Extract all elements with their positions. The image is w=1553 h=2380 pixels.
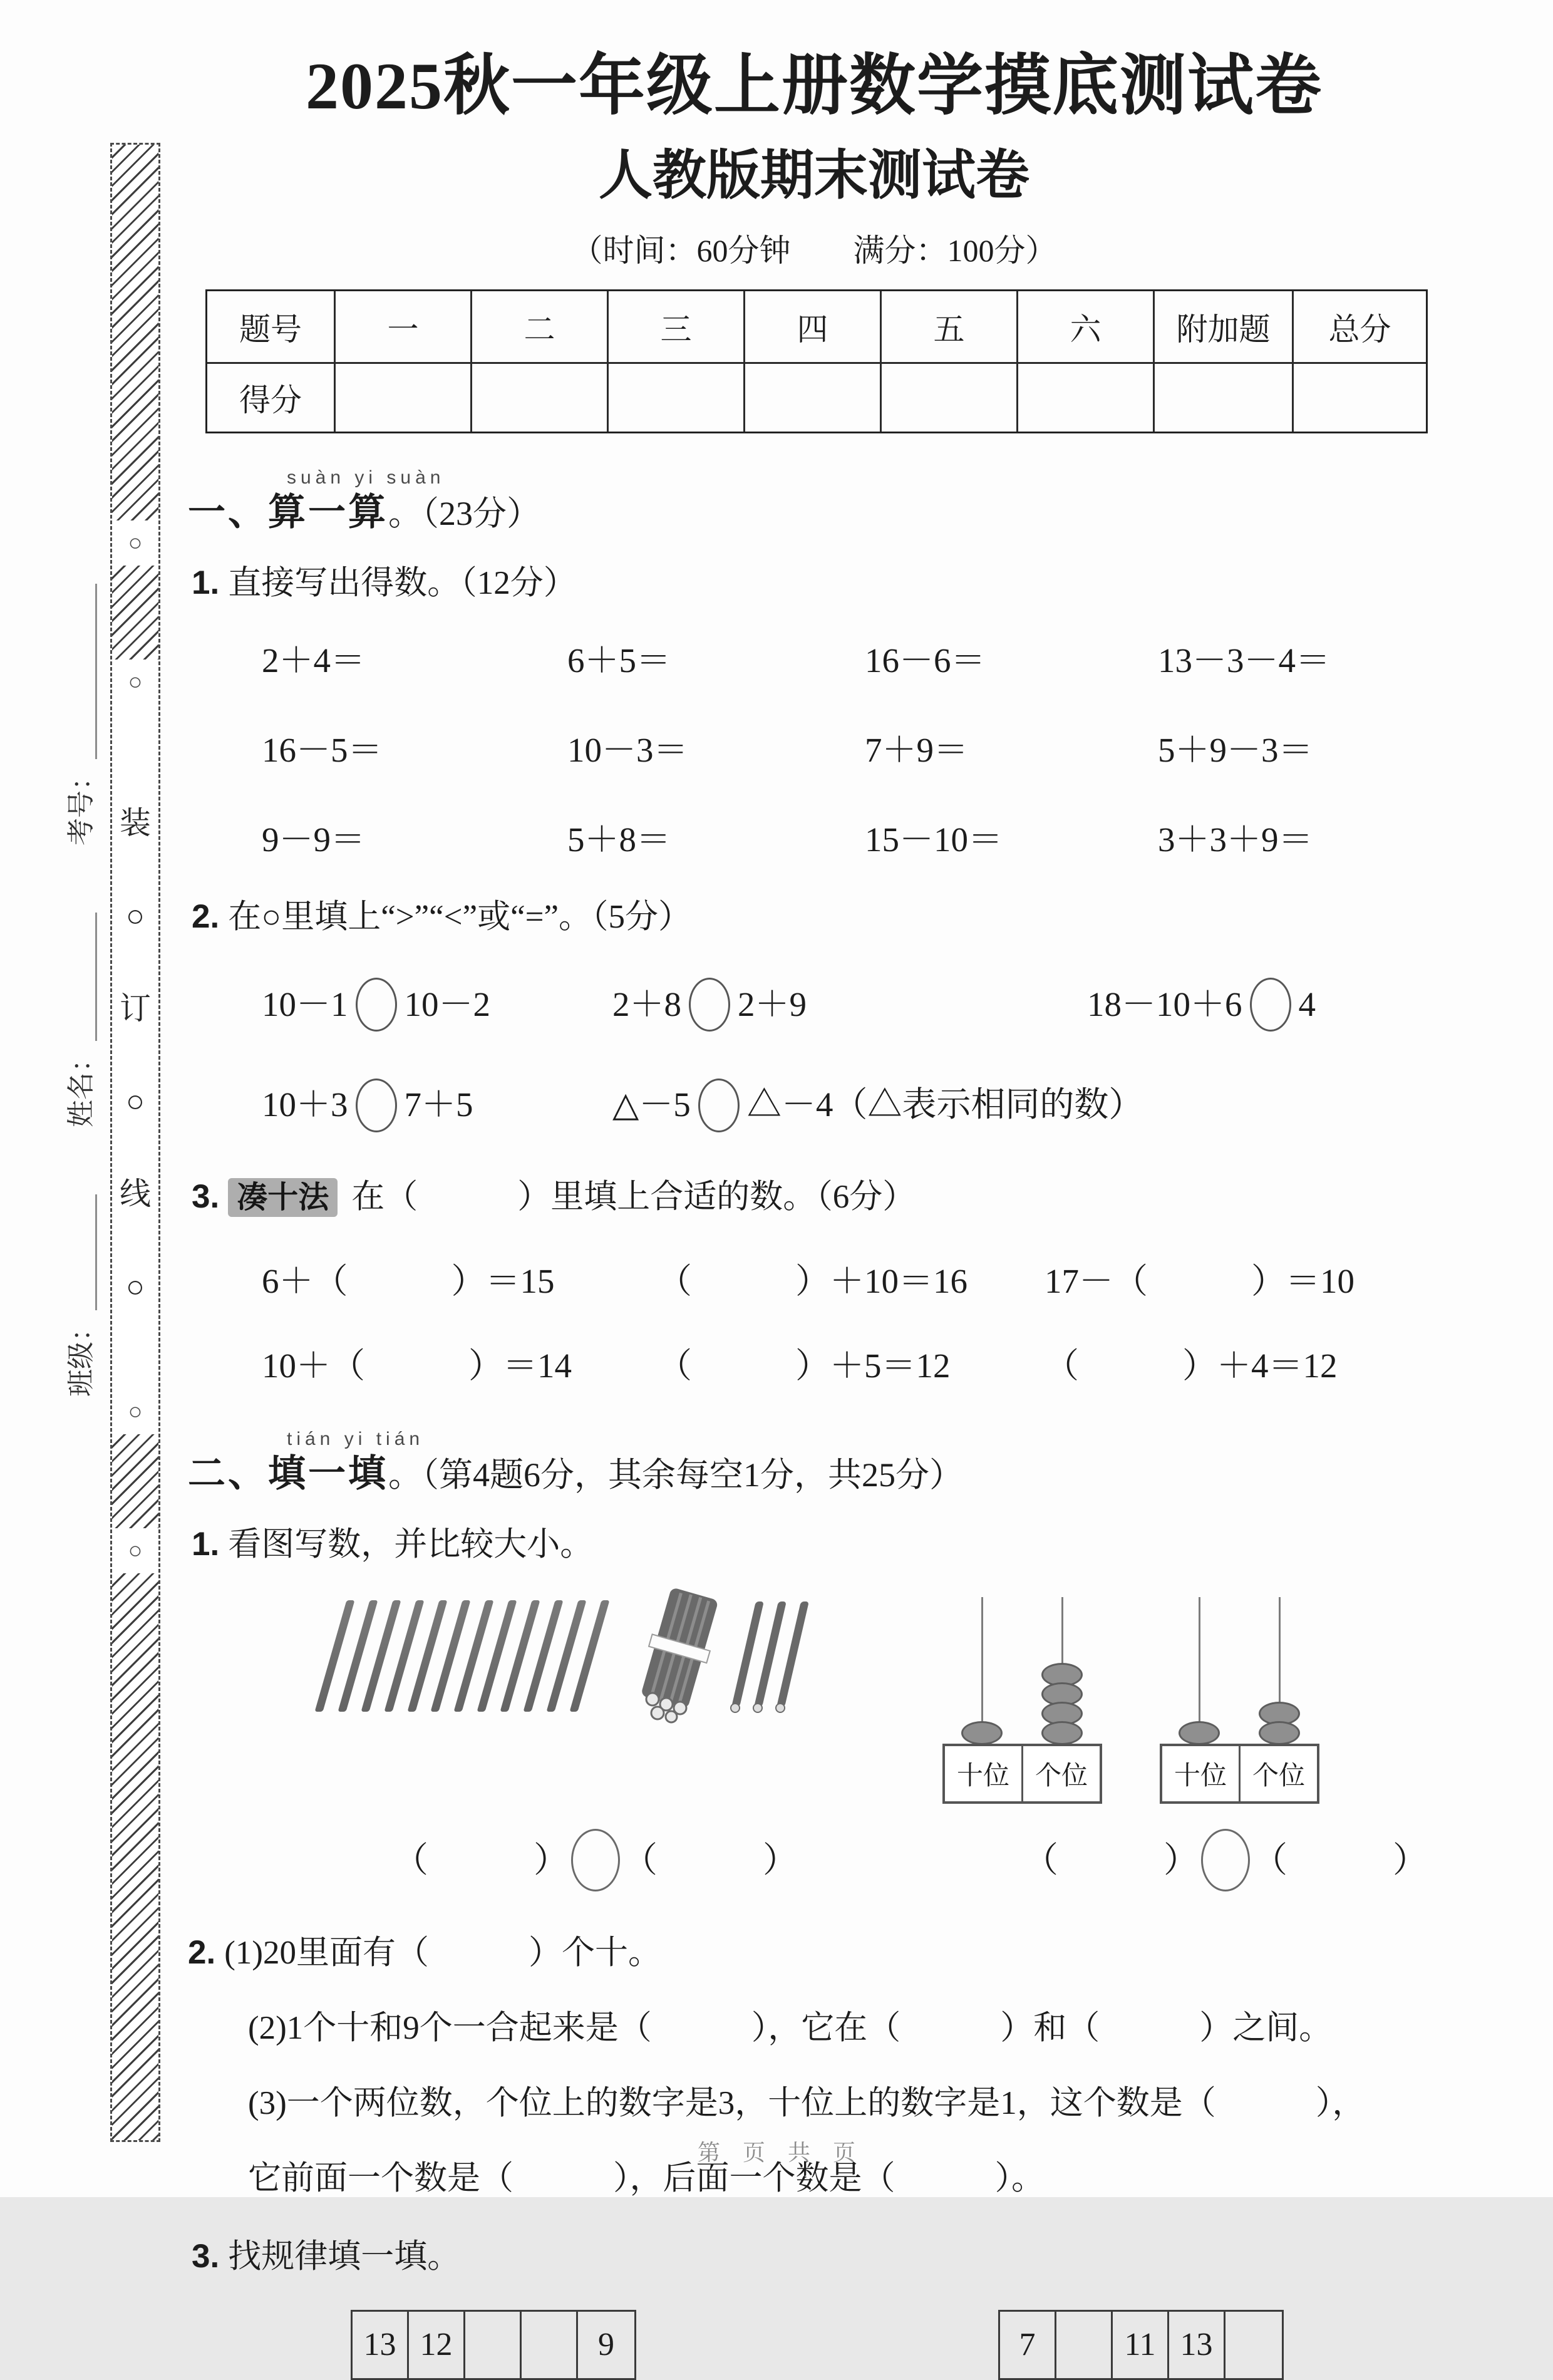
score-cell bbox=[1294, 364, 1426, 432]
section-1-heading bbox=[188, 467, 1440, 537]
arithmetic-problem: 16－5＝ bbox=[262, 731, 383, 769]
binding-circle-icon: ○ bbox=[128, 1399, 143, 1425]
question-line: (2)1个十和9个一合起来是（ ），它在（ ）和（ ）之间。 bbox=[248, 2009, 1333, 2046]
method-badge: 凑十法 bbox=[228, 1178, 338, 1217]
stick-bundle-image bbox=[626, 1588, 814, 1722]
bead bbox=[961, 1721, 1003, 1745]
sequence-cell: 13 bbox=[353, 2312, 409, 2378]
question-number: 3. bbox=[192, 2237, 220, 2275]
picture-compare-row bbox=[188, 1829, 1440, 1899]
fill-blank-item: （ ）＋4＝12 bbox=[1045, 1346, 1338, 1385]
main-content bbox=[188, 33, 1440, 2380]
compare-left: 2＋8 bbox=[612, 985, 682, 1023]
score-column-header: 附加题 bbox=[1155, 291, 1294, 364]
question-1-2 bbox=[192, 896, 1440, 938]
question-1-3 bbox=[192, 1176, 1440, 1218]
arithmetic-problem: 16－6＝ bbox=[865, 641, 986, 680]
score-header-label: 题号 bbox=[207, 291, 336, 364]
time-and-score-note: （时间：60分钟 满分：100分） bbox=[571, 233, 1057, 268]
compare-row-1 bbox=[188, 976, 1440, 1038]
arithmetic-problem: 3＋3＋9＝ bbox=[1158, 820, 1313, 859]
binding-text bbox=[120, 777, 151, 1333]
score-cell bbox=[745, 364, 882, 432]
binding-char: ○ bbox=[125, 1084, 145, 1119]
score-column-header: 五 bbox=[882, 291, 1018, 364]
sequence-cell bbox=[465, 2312, 522, 2378]
fill-blank-row-1 bbox=[188, 1253, 1440, 1303]
compare-left: 18－10＋6 bbox=[1087, 985, 1242, 1023]
ones-beads bbox=[1259, 1706, 1300, 1745]
question-2-2 bbox=[188, 1932, 1440, 1974]
sequence-cell: 11 bbox=[1113, 2312, 1169, 2378]
hatch-pattern bbox=[112, 566, 158, 660]
score-cell bbox=[1155, 364, 1294, 432]
sequence-cell: 7 bbox=[1000, 2312, 1056, 2378]
score-cell bbox=[472, 364, 609, 432]
question-text: 看图写数，并比较大小。 bbox=[228, 1526, 594, 1563]
hatch-pattern bbox=[112, 1573, 158, 2140]
sequence-cell bbox=[522, 2312, 578, 2378]
blank-parens: （ ） bbox=[1023, 1841, 1199, 1880]
fill-blank-item: 10＋（ ）＝14 bbox=[262, 1346, 572, 1385]
ones-beads bbox=[1041, 1667, 1083, 1745]
section-1-name: 算一算 bbox=[268, 491, 388, 533]
compare-circle-icon bbox=[1201, 1829, 1250, 1891]
field-student-name-label: 姓名： bbox=[66, 1045, 96, 1127]
score-cell bbox=[882, 364, 1018, 432]
compare-item bbox=[262, 1077, 612, 1138]
sequence-tables bbox=[188, 2310, 1440, 2380]
field-exam-number-label: 考号： bbox=[66, 763, 96, 846]
field-student-name bbox=[66, 889, 97, 1127]
sequence-table-left bbox=[351, 2310, 636, 2380]
question-number: 1. bbox=[192, 1525, 220, 1563]
question-line: (1)20里面有（ ）个十。 bbox=[224, 1934, 662, 1971]
binding-circle-icon: ○ bbox=[128, 1538, 143, 1564]
page-footer: 第 页 共 页 bbox=[697, 2140, 855, 2165]
compare-item bbox=[1087, 976, 1440, 1038]
arithmetic-problem: 2＋4＝ bbox=[262, 641, 366, 680]
question-text: 在○里填上“>”“<”或“=”。（5分） bbox=[228, 899, 692, 935]
fill-blank-item: （ ）＋10＝16 bbox=[658, 1261, 968, 1300]
compare-circle-icon bbox=[356, 978, 397, 1032]
score-column-header: 总分 bbox=[1294, 291, 1426, 364]
question-number: 1. bbox=[192, 564, 220, 601]
question-line: (3)一个两位数，个位上的数字是3，十位上的数字是1，这个数是（ ）， bbox=[248, 2084, 1366, 2121]
question-text: 找规律填一填。 bbox=[228, 2238, 461, 2275]
blank-parens: （ ） bbox=[622, 1841, 798, 1880]
section-1-points: 。（23分） bbox=[388, 495, 540, 532]
question-2-3 bbox=[192, 2236, 1440, 2277]
place-value-table bbox=[1160, 1744, 1319, 1804]
compare-circle-icon bbox=[571, 1829, 620, 1891]
compare-left: 10＋3 bbox=[262, 1085, 348, 1124]
compare-circle-icon bbox=[689, 978, 730, 1032]
question-1-1 bbox=[192, 562, 1440, 604]
compare-circle-icon bbox=[1250, 978, 1291, 1032]
compare-item bbox=[612, 976, 1087, 1038]
score-column-header: 六 bbox=[1018, 291, 1155, 364]
arithmetic-problem: 15－10＝ bbox=[865, 820, 1003, 859]
section-1-number: 一、 bbox=[188, 491, 268, 533]
arithmetic-problem: 13－3－4＝ bbox=[1158, 641, 1331, 680]
score-value-row bbox=[207, 364, 1426, 432]
question-number: 3. bbox=[192, 1177, 220, 1215]
abacus-left bbox=[942, 1597, 1102, 1804]
binding-char: 订 bbox=[120, 991, 151, 1026]
hatch-pattern bbox=[112, 1434, 158, 1528]
arithmetic-problem: 5＋9－3＝ bbox=[1158, 731, 1313, 769]
abacus-right bbox=[1160, 1597, 1319, 1804]
score-row-label: 得分 bbox=[207, 364, 336, 432]
compare-item bbox=[1023, 1829, 1428, 1899]
binding-circle-icon: ○ bbox=[128, 669, 143, 695]
score-table bbox=[205, 289, 1428, 433]
page-title: 2025秋一年级上册数学摸底测试卷 bbox=[306, 49, 1323, 123]
score-cell bbox=[336, 364, 472, 432]
section-2-name: 填一填 bbox=[268, 1452, 388, 1494]
blank-parens: （ ） bbox=[1252, 1841, 1428, 1880]
sequence-table-right bbox=[998, 2310, 1284, 2380]
compare-right: 7＋5 bbox=[404, 1085, 473, 1124]
arithmetic-problem: 9－9＝ bbox=[262, 820, 366, 859]
compare-left: 10－1 bbox=[262, 985, 348, 1023]
field-class-label: 班级： bbox=[66, 1314, 96, 1397]
counting-pictures bbox=[188, 1588, 1440, 1804]
compare-circle-icon bbox=[356, 1079, 397, 1132]
binding-char: 线 bbox=[120, 1176, 151, 1211]
compare-item bbox=[262, 976, 612, 1038]
compare-item bbox=[393, 1829, 798, 1899]
question-number: 2. bbox=[192, 898, 220, 935]
field-class-blank bbox=[74, 1194, 97, 1310]
compare-right: 4 bbox=[1298, 985, 1316, 1023]
ones-label: 个位 bbox=[1034, 1761, 1088, 1791]
fill-blank-item: （ ）＋5＝12 bbox=[658, 1346, 951, 1385]
sequence-cell bbox=[1225, 2312, 1282, 2378]
compare-row-2 bbox=[188, 1077, 1440, 1138]
tens-label: 十位 bbox=[1162, 1746, 1241, 1801]
loose-sticks-image bbox=[331, 1600, 594, 1712]
sequence-cell: 9 bbox=[598, 2327, 614, 2363]
score-column-header: 二 bbox=[472, 291, 609, 364]
bead bbox=[1259, 1721, 1300, 1745]
section-2-heading bbox=[188, 1429, 1440, 1499]
pinyin-label: suàn yi suàn bbox=[287, 467, 445, 488]
compare-left: △－5 bbox=[612, 1085, 691, 1124]
field-class bbox=[66, 1177, 97, 1397]
score-column-header: 三 bbox=[609, 291, 745, 364]
ones-label: 个位 bbox=[1252, 1761, 1305, 1791]
hatch-pattern bbox=[112, 145, 158, 520]
question-text: 在（ ）里填上合适的数。（6分） bbox=[351, 1178, 916, 1215]
binding-char: ○ bbox=[125, 1269, 145, 1304]
arithmetic-problem: 6＋5＝ bbox=[567, 641, 671, 680]
fill-blank-item: 6＋（ ）＝15 bbox=[262, 1261, 555, 1300]
bead bbox=[1179, 1721, 1220, 1745]
field-student-name-blank bbox=[74, 913, 97, 1041]
arithmetic-problem: 7＋9＝ bbox=[865, 731, 969, 769]
field-exam-number-blank bbox=[74, 584, 97, 759]
compare-right: 10－2 bbox=[404, 985, 491, 1023]
place-value-table bbox=[942, 1744, 1102, 1804]
binding-char: ○ bbox=[125, 898, 145, 933]
compare-circle-icon bbox=[698, 1079, 740, 1132]
score-column-header: 一 bbox=[336, 291, 472, 364]
sequence-cell: 12 bbox=[409, 2312, 465, 2378]
sequence-cell: 13 bbox=[1169, 2312, 1225, 2378]
question-line: 它前面一个数是（ ），后面一个数是（ ）。 bbox=[248, 2160, 1045, 2196]
tens-beads bbox=[961, 1725, 1003, 1745]
tens-label: 十位 bbox=[945, 1746, 1023, 1801]
score-column-header: 四 bbox=[745, 291, 882, 364]
score-cell bbox=[1018, 364, 1155, 432]
binding-char: 装 bbox=[120, 805, 151, 841]
binding-strip bbox=[110, 143, 160, 2142]
fill-blank-item: 17－（ ）＝10 bbox=[1045, 1261, 1355, 1300]
question-number: 2. bbox=[188, 1933, 216, 1971]
tens-beads bbox=[1179, 1725, 1220, 1745]
pinyin-label: tián yi tián bbox=[287, 1428, 425, 1449]
compare-right: △－4（△表示相同的数） bbox=[746, 1085, 1143, 1124]
section-2-number: 二、 bbox=[188, 1452, 268, 1494]
arithmetic-problem: 10－3＝ bbox=[567, 731, 688, 769]
question-text: 直接写出得数。（12分） bbox=[228, 565, 577, 601]
question-2-1 bbox=[192, 1524, 1440, 1565]
compare-item bbox=[612, 1077, 1440, 1138]
sequence-cell bbox=[1056, 2312, 1113, 2378]
score-cell bbox=[609, 364, 745, 432]
bead bbox=[1041, 1721, 1083, 1745]
binding-circle-icon: ○ bbox=[128, 530, 143, 556]
blank-parens: （ ） bbox=[393, 1841, 569, 1880]
page-subtitle-title: 人教版期末测试卷 bbox=[599, 145, 1029, 205]
arithmetic-problems bbox=[188, 633, 1440, 861]
field-exam-number bbox=[66, 557, 97, 846]
arithmetic-problem: 5＋8＝ bbox=[567, 820, 671, 859]
compare-right: 2＋9 bbox=[738, 985, 807, 1023]
score-header-row bbox=[207, 291, 1426, 364]
section-2-points: 。（第4题6分，其余每空1分，共25分） bbox=[388, 1456, 963, 1494]
fill-blank-row-2 bbox=[188, 1338, 1440, 1387]
